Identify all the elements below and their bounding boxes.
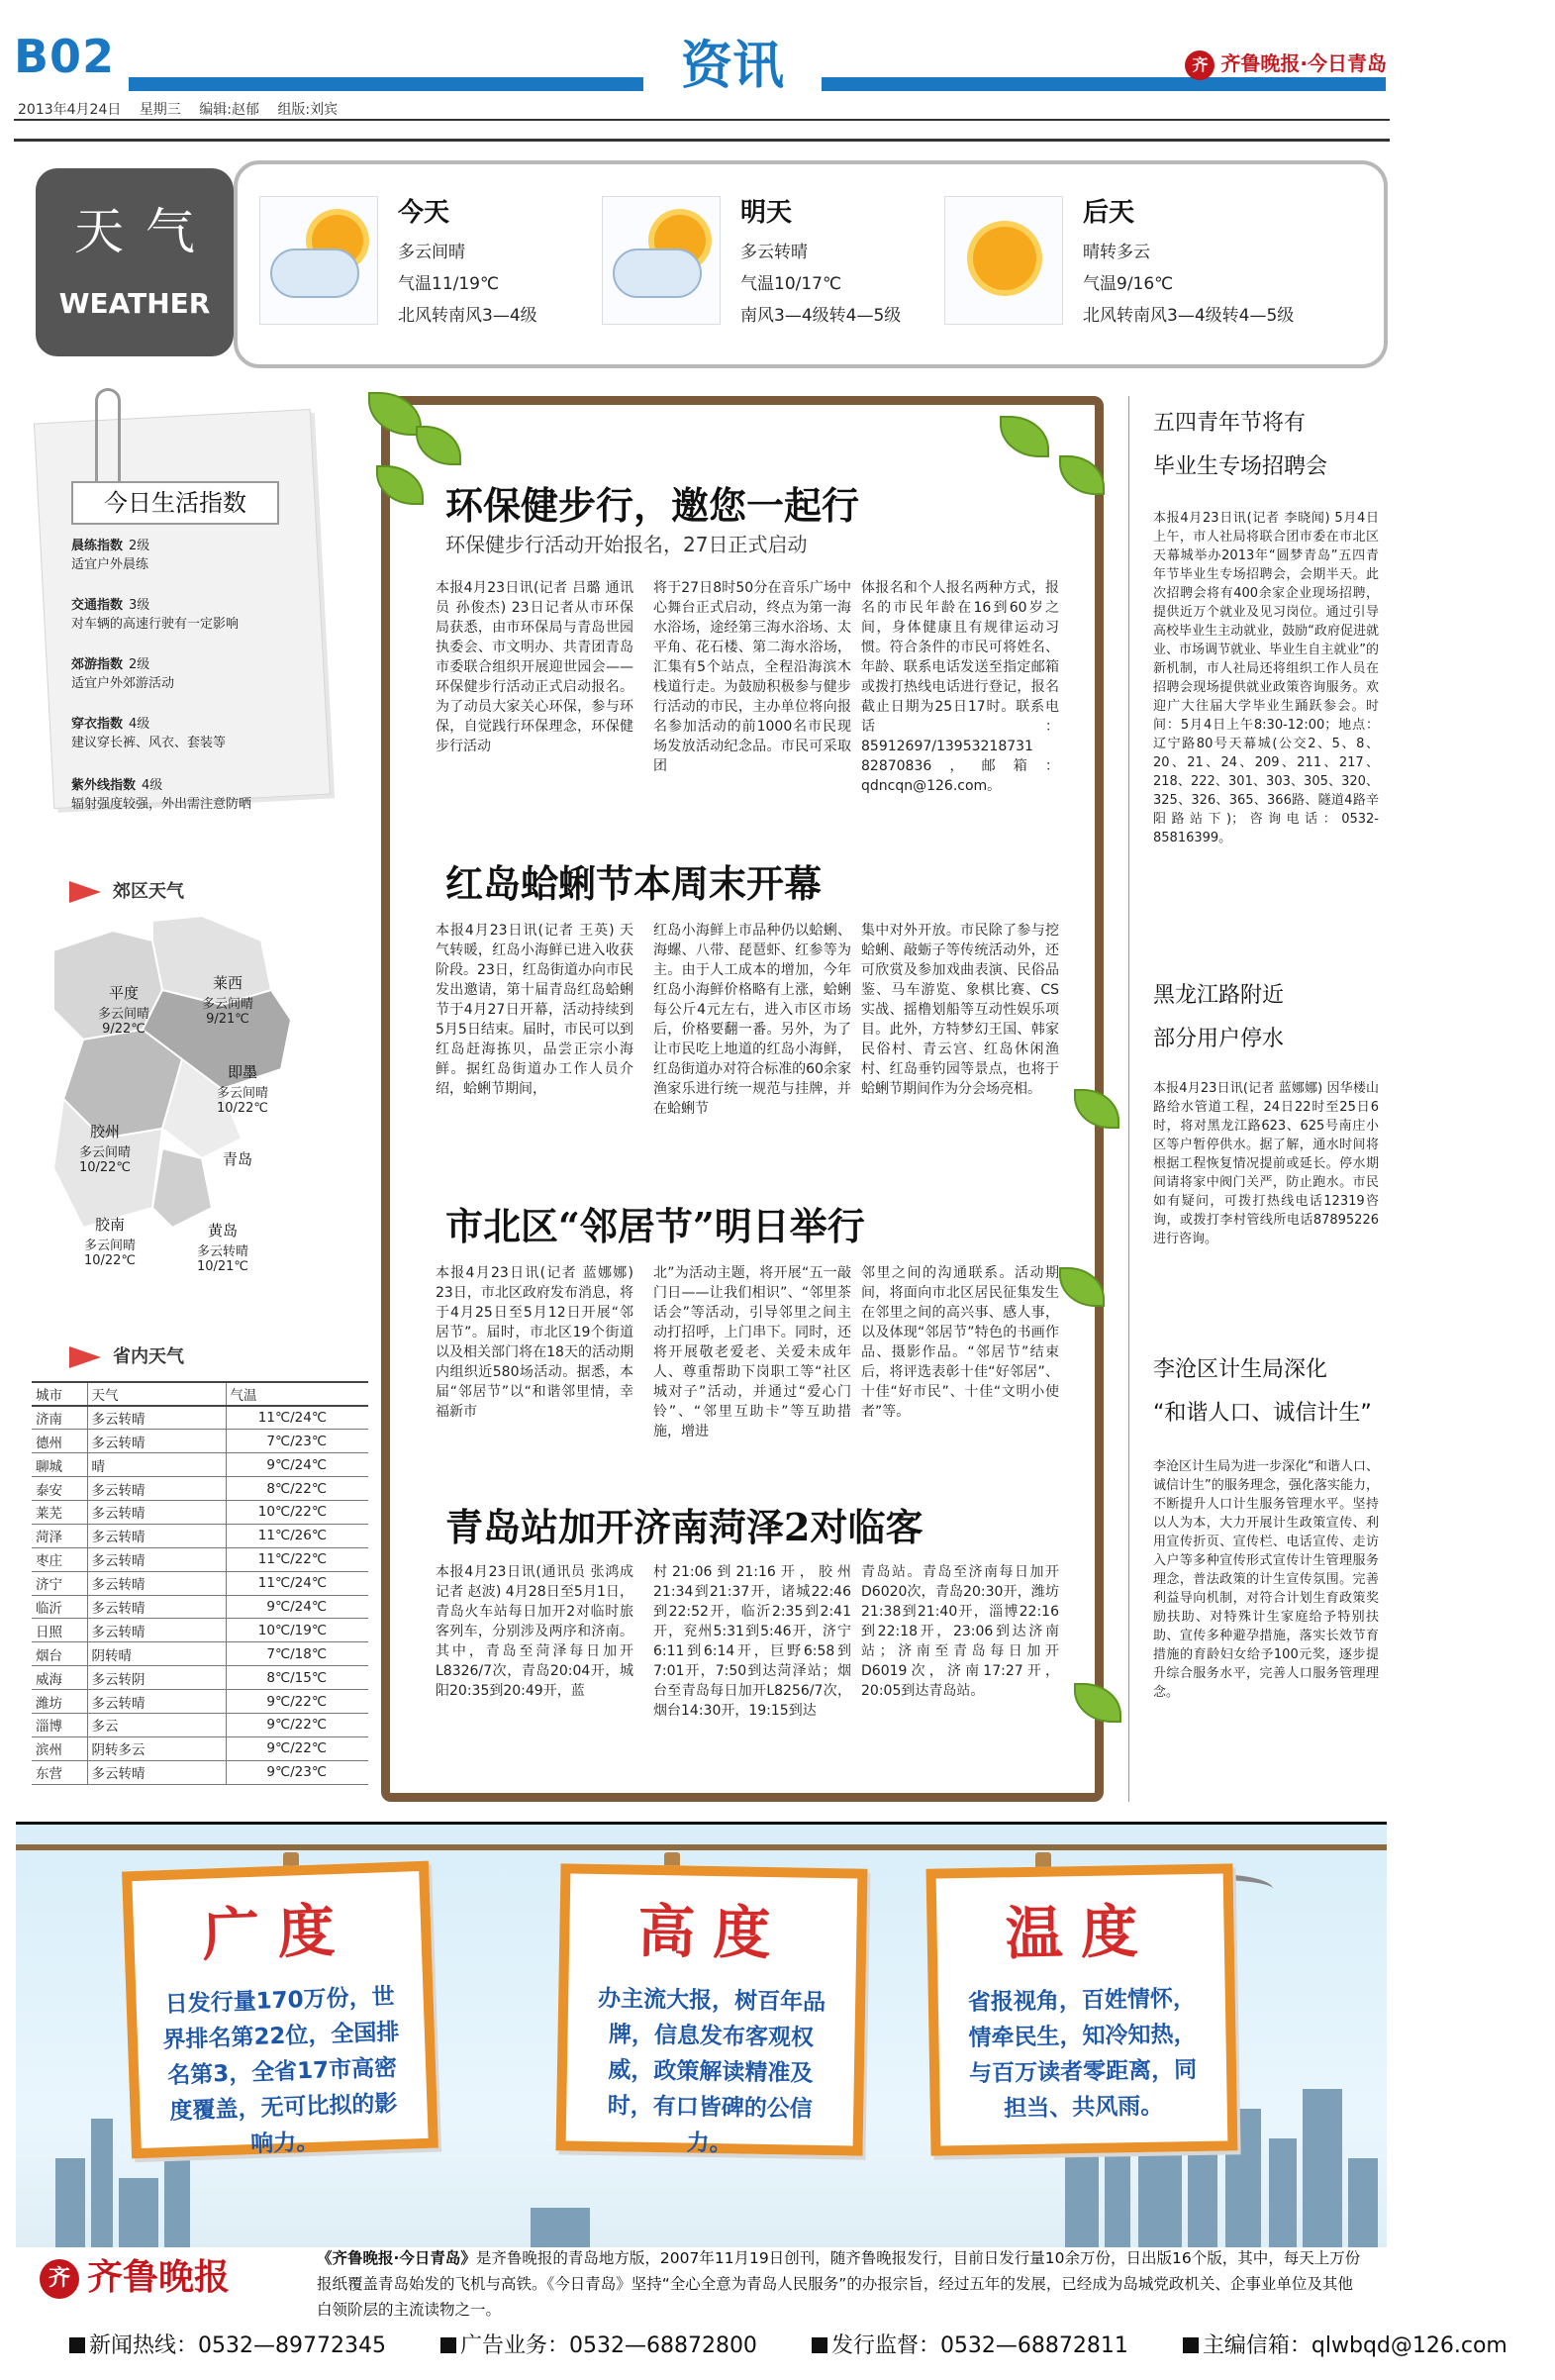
forecast-temp: 气温9/16℃	[1083, 274, 1174, 294]
life-index-title: 今日生活指数	[71, 481, 279, 525]
arrow-right-icon	[69, 881, 101, 903]
table-row: 滨州 阴转多云 9℃/22℃	[32, 1736, 368, 1760]
right-article-headline: 五四青年节将有 毕业生专场招聘会	[1153, 411, 1328, 479]
footer-contacts	[69, 2329, 1507, 2359]
forecast-wind: 南风3—4级转4—5级	[740, 306, 902, 326]
column-divider	[1128, 396, 1129, 1802]
top-divider	[14, 139, 1390, 142]
forecast-condition: 晴转多云	[1083, 243, 1150, 262]
article-body-col: 本报4月23日讯(通讯员 张鸿成 记者 赵波) 4月28日至5月1日，青岛火车站每日加开2对临时旅客列车，分别涉及两序和济南。其中，青岛至菏泽每日加开L8326/7次，青岛20:04开，城阳20:35到20:49开，蓝	[436, 1564, 633, 1699]
designer: 组版:刘宾	[277, 102, 339, 118]
table-row: 潍坊 多云转晴 9℃/22℃	[32, 1690, 368, 1714]
forecast-tomorrow	[592, 186, 948, 345]
forecast-today	[249, 186, 606, 345]
ad-card-body: 日发行量170万份，世界排名第22位，全国排名第3，全省17市高密度覆盖，无可比拟的影响力。	[162, 1983, 400, 2158]
right-article-headline: 李沧区计生局深化 “和谐人口、诚信计生”	[1153, 1357, 1372, 1426]
article-body-col: 红岛小海鲜上市品种仍以蛤蜊、海螺、八带、琵琶虾、红参等为主。由于人工成本的增加，今年红岛小海鲜价格略有上涨，蛤蜊每公斤4元左右，进入市区市场后，价格要翻一番。另外，为了让市民吃上地道的红岛小海鲜，红岛街道办对符合标准的60余家渔家乐进行统一规范与挂牌，并在蛤蜊节	[653, 923, 851, 1117]
ad-card	[925, 1863, 1237, 2155]
article-headline: 红岛蛤蜊节本周末开幕	[445, 861, 823, 906]
map-area-jimo: 即墨 多云间晴 10/22℃	[216, 1063, 269, 1116]
weekday: 星期三	[139, 102, 181, 118]
article-body-col: 本报4月23日讯(记者 蓝娜娜) 23日，市北区政府发布消息，将于4月25日至5月12日开展“邻居节”。届时，市北区19个街道以及相关部门将在18天的活动期内组织近580场活动。据悉，本届“邻居节”以“和谐邻里情，幸福新市	[436, 1265, 633, 1420]
ad-card	[555, 1863, 867, 2155]
right-article-body: 本报4月23日讯(记者 蓝娜娜) 因华楼山路给水管道工程，24日22时至25日6时，将对黑龙江路623、625号南庄小区等户暂停供水。据了解，通水时间将根据工程恢复情况提前或延长。停水期间请将家中阀门关严，防止跑水。市民如有疑问，可拨打热线电话12319咨询，或拨打李村管线所电话87895226进行咨询。	[1153, 1081, 1379, 1246]
forecast-wind: 北风转南风3—4级	[398, 306, 537, 326]
weather-label-cn: 天气	[74, 203, 217, 260]
map-area-qingdao: 青岛	[222, 1150, 252, 1168]
table-row: 烟台 阴转晴 7℃/18℃	[32, 1642, 368, 1666]
table-row: 济宁 多云转晴 11℃/24℃	[32, 1571, 368, 1595]
life-index-item: 晨练指数 2级 适宜户外晨练	[71, 539, 150, 572]
contact-item: 广告业务：0532—68872800	[440, 2333, 781, 2358]
header-meta	[18, 99, 351, 119]
table-row: 日照 多云转晴 10℃/19℃	[32, 1619, 368, 1642]
ad-card-body: 办主流大报，树百年品牌，信息发布客观权威，政策解读精准及时，有口皆碑的公信力。	[597, 1985, 826, 2157]
ad-card	[122, 1861, 438, 2159]
page-number: B02	[14, 30, 116, 83]
table-row: 泰安 多云转晴 8℃/22℃	[32, 1477, 368, 1501]
article-body-col: 邻里之间的沟通联系。活动期间，将面向市北区居民征集发生在邻里之间的高兴事、感人事，以及体现“邻居节”特色的书画作品、摄影作品。“邻居节”结束后，将评选表彰十佳“好邻居”、十佳“好市民”、十佳“文明小使者”等。	[861, 1265, 1059, 1420]
right-article-headline: 黑龙江路附近 部分用户停水	[1153, 983, 1285, 1051]
table-row: 枣庄 多云转晴 11℃/22℃	[32, 1547, 368, 1571]
article-headline: 环保健步行，邀您一起行	[445, 483, 860, 528]
forecast-day-name: 今天	[398, 198, 450, 228]
contact-item: 新闻热线：0532—89772345	[69, 2333, 410, 2358]
life-index-item: 紫外线指数 4级 辐射强度较强，外出需注意防晒	[71, 778, 252, 812]
right-article-body: 李沧区计生局为进一步深化“和谐人口、诚信计生”的服务理念，强化落实能力，不断提升人口计生服务管理水平。坚持以人为本，大力开展计生政策宣传、利用宣传折页、宣传栏、电话宣传、走访入户等多种宣传形式宣传计生管理服务理念，普法政策的计生宣传氛围。完善利益导向机制，对符合计划生育政策奖励扶助、对特殊计生家庭给予特别扶助、宣传多种避孕措施，落实长效节育措施的育龄妇女给予100元奖，逐步提升综合服务水平，完善人口服务管理理念。	[1153, 1459, 1379, 1700]
forecast-temp: 气温11/19℃	[398, 274, 500, 294]
life-index-item: 交通指数 3级 对车辆的高速行驶有一定影响	[71, 598, 240, 632]
forecast-day-name: 后天	[1083, 198, 1135, 228]
province-weather-table	[32, 1381, 368, 1785]
ad-card-body: 省报视角，百姓情怀，情牵民生，知冷知热，与百万读者零距离，同担当、共风雨。	[967, 1985, 1198, 2123]
ad-card-title: 温度	[1005, 1897, 1157, 1968]
newspaper-ad-banner	[16, 1822, 1387, 2247]
article-body-col: 本报4月23日讯(记者 吕璐 通讯员 孙俊杰) 23日记者从市环保局获悉，由市环保局与青岛世园执委会、市文明办、共青团青岛市委联合组织开展迎世园会——环保健步行活动正式启动报名。为了动员大家关心环保，参与环保，自觉践行环保理念，环保健步行活动	[436, 580, 633, 754]
brand-name: 齐鲁晚报·今日青岛	[1220, 51, 1387, 75]
life-index-item: 郊游指数 2级 适宜户外郊游活动	[71, 657, 175, 691]
article-body-col: 体报名和个人报名两种方式，报名的市民年龄在16到60岁之间，身体健康且有规律运动习惯。符合条件的市民可将姓名、年龄、联系电话发送至指定邮箱或拨打热线电话进行登记，报名截止日期为25日17时。联系电话：85912697/13953218731 82870836，邮箱：qdncqn@126.com。	[861, 580, 1059, 794]
article-body-col: 集中对外开放。市民除了参与挖蛤蜊、敲蛎子等传统活动外，还可欣赏及参加戏曲表演、民俗品鉴、马车游览、象棋比赛、CS实战、摇橹划船等互动性娱乐项目。此外，方特梦幻王国、韩家民俗村、青云宫、红岛休闲渔村、红岛垂钓园等景点，也将于蛤蜊节期间作为分会场亮相。	[861, 923, 1059, 1097]
ad-card-title: 广度	[201, 1896, 354, 1969]
map-area-laixi: 莱西 多云间晴 9/21℃	[201, 974, 253, 1027]
province-weather-heading: 省内天气	[69, 1342, 184, 1368]
footer-about: 《齐鲁晚报·今日青岛》是齐鲁晚报的青岛地方版，2007年11月19日创刊，随齐鲁晚报发行，目前日发行量10余万份，日出版16个版，其中，每天上万份报纸覆盖青岛始发的飞机与高铁。《今日青岛》坚持“全心全意为青岛人民服务”的办报宗旨，经过五年的发展，已经成为岛城党政机关、企事业单位及其他白领阶层的主流读物之一。	[317, 2249, 1361, 2319]
sunny-icon	[944, 196, 1063, 325]
brand-logo-icon: 齐	[40, 2259, 79, 2299]
forecast-condition: 多云转晴	[740, 243, 808, 262]
weather-label	[36, 168, 234, 356]
brand-logo-icon: 齐	[1185, 50, 1215, 80]
article-headline: 青岛站加开济南菏泽2对临客	[445, 1505, 923, 1549]
table-row: 德州 多云转晴 7℃/23℃	[32, 1430, 368, 1453]
map-area-pingdu: 平度 多云间晴 9/22℃	[97, 984, 149, 1037]
article-body-col: 青岛站。青岛至济南每日加开D6020次，青岛20:30开，潍坊21:38到21:40开，淄博22:16到22:18开，23:06到达济南站；济南至青岛每日加开D6019次，济南17:27开，20:05到达青岛站。	[861, 1564, 1059, 1699]
issue-date: 2013年4月24日	[18, 102, 122, 118]
forecast-wind: 北风转南风3—4级转4—5级	[1083, 306, 1295, 326]
footer-logo: 齐 齐鲁晚报	[40, 2249, 230, 2300]
table-row: 莱芜 多云转晴 10℃/22℃	[32, 1500, 368, 1524]
weather-forecast-panel	[234, 160, 1388, 368]
editor: 编辑:赵郁	[199, 102, 259, 118]
table-row: 济南 多云转晴 11℃/24℃	[32, 1406, 368, 1430]
table-row: 菏泽 多云转晴 11℃/26℃	[32, 1524, 368, 1547]
article-body-col: 将于27日8时50分在音乐广场中心舞台正式启动，终点为第一海水浴场，途经第三海水浴场、太平角、花石楼、第二海水浴场，汇集有5个站点，全程沿海滨木栈道行走。为鼓励积极参与健步行活动的市民，主办单位将向报名参加活动的前1000名市民现场发放活动纪念品。市民可采取团	[653, 580, 851, 774]
map-area-jiaonan: 胶南 多云间晴 10/22℃	[83, 1216, 137, 1268]
table-header: 城市 天气 气温	[32, 1382, 368, 1406]
article-body-col: 北”为活动主题，将开展“五一敲门日——让我们相识”、“邻里茶话会”等活动，引导邻里之间主动打招呼，上门串下。同时，还将开展敬老爱老、关爱未成年人、尊重帮助下岗职工等“社区城对子”活动，并通过“爱心门铃”、“邻里互助卡”等互助措施，增进	[653, 1265, 851, 1439]
arrow-right-icon	[69, 1346, 101, 1368]
section-title: 资讯	[680, 36, 784, 96]
table-row: 临沂 多云转晴 9℃/24℃	[32, 1595, 368, 1619]
partly-cloudy-icon	[259, 196, 378, 325]
article-body-col: 本报4月23日讯(记者 王英) 天气转暖，红岛小海鲜已进入收获阶段。23日，红岛街道办向市民发出邀请，第十届青岛红岛蛤蜊节于4月27日开幕，活动持续到5月5日结束。届时，市民可以到红岛赶海拣贝，品尝正宗小海鲜。据红岛街道办工作人员介绍，蛤蜊节期间，	[436, 923, 633, 1097]
brand-masthead	[1185, 48, 1387, 80]
forecast-condition: 多云间晴	[398, 243, 465, 262]
forecast-day-after	[934, 186, 1370, 345]
table-row: 威海 多云转阴 8℃/15℃	[32, 1666, 368, 1690]
forecast-day-name: 明天	[740, 198, 793, 228]
contact-item: 发行监督：0532—68872811	[812, 2333, 1152, 2358]
header-rule	[14, 119, 1390, 121]
rope-line	[16, 1844, 1387, 1850]
table-row: 东营 多云转晴 9℃/23℃	[32, 1760, 368, 1784]
forecast-temp: 气温10/17℃	[740, 274, 842, 294]
map-area-huangdao: 黄岛 多云转晴 10/21℃	[196, 1222, 249, 1274]
life-index-item: 穿衣指数 4级 建议穿长裤、风衣、套装等	[71, 717, 227, 750]
weather-label-en: WEATHER	[58, 287, 211, 320]
partly-cloudy-icon	[602, 196, 721, 325]
table-row: 淄博 多云 9℃/22℃	[32, 1713, 368, 1736]
map-area-jiaozhou: 胶州 多云间晴 10/22℃	[78, 1123, 132, 1175]
contact-item: 主编信箱：qlwbqd@126.com	[1183, 2333, 1531, 2358]
header-bar-left	[129, 77, 643, 91]
article-headline: 市北区“邻居节”明日举行	[445, 1204, 865, 1248]
suburb-weather-heading: 郊区天气	[69, 877, 184, 903]
right-article-body: 本报4月23日讯(记者 李晓闻) 5月4日上午，市人社局将联合团市委在市北区天幕城举办2013年“圆梦青岛”五四青年节毕业生专场招聘会，会期半天。此次招聘会将有400余家企业现场招聘，提供近万个就业及见习岗位。通过引导高校毕业生主动就业，鼓励“政府促进就业、市场调节就业、毕业生自主就业”的新机制，市人社局还将组织工作人员在招聘会现场提供就业政策咨询服务。欢迎广大往届大学毕业生踊跃参会。时间：5月4日上午8:30-12:00；地点：辽宁路80号天幕城(公交2、5、8、20、21、24、209、211、217、218、222、301、303、305、320、325、326、365、366路、隧道4路辛阳路站下)；咨询电话：0532-85816399。	[1153, 511, 1379, 845]
ad-card-title: 高度	[636, 1897, 789, 1968]
article-body-col: 村21:06到21:16开，胶州21:34到21:37开，诸城22:46到22:52开，临沂2:35到2:41开，兖州5:31到5:46开，济宁6:11到6:14开，巨野6:58到7:01开，7:50到达菏泽站；烟台至青岛每日加开L8256/7次，烟台14:30开，19:15到达	[653, 1564, 851, 1719]
table-row: 聊城 晴 9℃/24℃	[32, 1453, 368, 1477]
article-subhead: 环保健步行活动开始报名，27日正式启动	[445, 533, 808, 556]
